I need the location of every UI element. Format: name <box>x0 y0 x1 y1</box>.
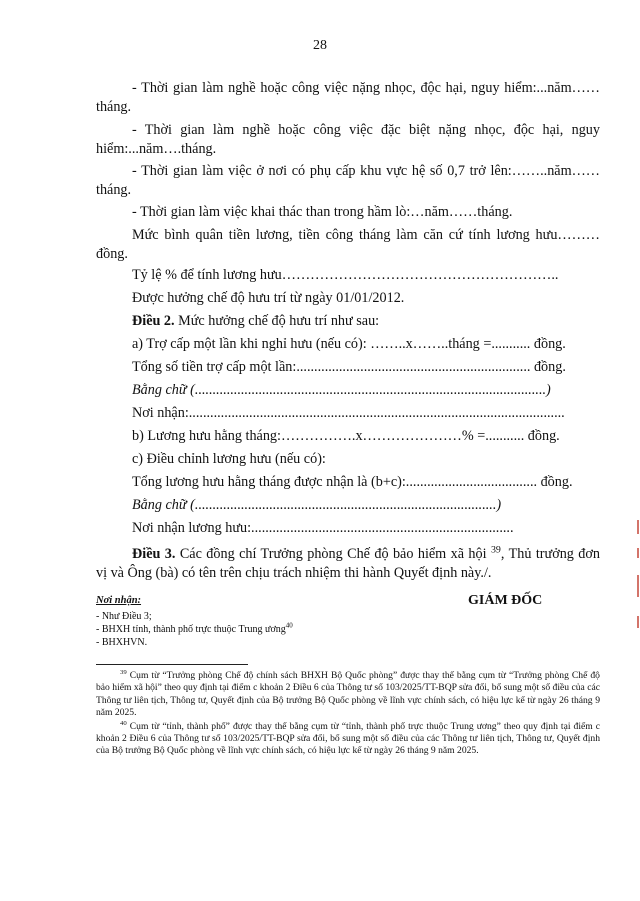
body-line: b) Lương hưu hằng tháng:…………….x…………………% =........... đồng. <box>132 428 560 444</box>
body-line: - Thời gian làm nghề hoặc công việc nặng nhọc, độc hại, nguy hiểm:...năm……tháng. <box>96 80 600 115</box>
body-line: Bằng chữ (.....................................................................................) <box>132 497 502 513</box>
footnote-39: $^{39}$ Cụm từ “Trưởng phòng Chế độ chính sách BHXH Bộ Quốc phòng” được thay thế bằng cụm từ “Trưởng phòng Chế độ bảo hiểm xã hội” theo quy định tại điểm c khoản 2 Điều 6 của Thông tư số 103/2025/TT-BQP sửa đổi, bổ sung một số điều của các Thông tư liên tịch, Thông tư, Quyết định của Bộ trưởng Bộ Quốc phòng về lĩnh vực chính sách, có hiệu lực kể từ ngày 26 tháng 9 năm 2025. <box>96 668 600 719</box>
footnote-ref-40: 40 <box>285 621 293 630</box>
article-3 <box>96 545 600 583</box>
body-line: Tổng số tiền trợ cấp một lần:.................................................................. đồng. <box>132 359 566 375</box>
article-label: Điều 2. <box>132 313 175 329</box>
footnote-40: $^{40}$ Cụm từ “tỉnh, thành phố” được thay thế bằng cụm từ “tỉnh, thành phố trực thuộc Trung ương” theo quy định tại điểm c khoản 2 Điều 6 của Thông tư số 103/2025/TT-BQP sửa đổi, bổ sung một số điều của các Thông tư liên tịch, Thông tư, Quyết định của Bộ trưởng Bộ Quốc phòng về lĩnh vực chính sách, có hiệu lực kể từ ngày 26 tháng 9 năm 2025. <box>96 719 600 757</box>
article-3-text-before: Các đồng chí Trưởng phòng Chế độ bảo hiểm xã hội <box>179 546 487 562</box>
article-3-label: Điều 3. <box>132 546 176 562</box>
recipients-list <box>96 610 293 649</box>
article-3-text-after: , Thủ trưởng đơn vị và Ông (bà) có tên trên chịu trách nhiệm thi hành Quyết định này./. <box>96 546 600 581</box>
body-line: Điều 2. Mức hưởng chế độ hưu trí như sau: <box>132 313 380 329</box>
body-line: Tỷ lệ % để tính lương hưu………………………………………………….. <box>132 267 559 283</box>
signer-title: GIÁM ĐỐC <box>468 593 543 608</box>
body-line: - Thời gian làm việc khai thác than trong hầm lò:…năm……tháng. <box>132 204 513 220</box>
body-line: Nơi nhận lương hưu:.......................................................................... <box>132 520 514 536</box>
body-line: a) Trợ cấp một lần khi nghỉ hưu (nếu có): ……..x……..tháng =........... đồng. <box>132 336 566 352</box>
signature-block <box>96 593 600 653</box>
footnote-ref-39: 39 <box>490 544 501 556</box>
body-line: c) Điều chỉnh lương hưu (nếu có): <box>132 451 326 467</box>
body-line: Mức bình quân tiền lương, tiền công tháng làm căn cứ tính lương hưu………đồng. <box>96 227 600 262</box>
recipients-title: Nơi nhận: <box>96 595 142 606</box>
body-line: Bằng chữ (...................................................................................................) <box>132 382 551 398</box>
recipient-item: - BHXH tỉnh, thành phố trực thuộc Trung ương$^{40}$ <box>96 621 293 635</box>
body-line: Nơi nhận:.......................................................................................................... <box>132 405 565 421</box>
recipient-item: - Như Điều 3; <box>96 611 152 622</box>
footnote-divider <box>96 664 248 665</box>
body-line: Được hưởng chế độ hưu trí từ ngày 01/01/2012. <box>132 290 405 306</box>
page-number: 28 <box>313 38 327 53</box>
body-line: - Thời gian làm nghề hoặc công việc đặc biệt nặng nhọc, độc hại, nguy hiểm:...năm….tháng. <box>96 122 600 157</box>
body-line: Tổng lương hưu hằng tháng được nhận là (b+c):..................................... đồng. <box>132 474 573 490</box>
footnotes <box>96 670 600 759</box>
body-line: - Thời gian làm việc ở nơi có phụ cấp khu vực hệ số 0,7 trở lên:……..năm……tháng. <box>96 163 600 198</box>
recipient-item: - BHXHVN. <box>96 637 148 648</box>
edge-stamp-mark <box>634 520 640 640</box>
